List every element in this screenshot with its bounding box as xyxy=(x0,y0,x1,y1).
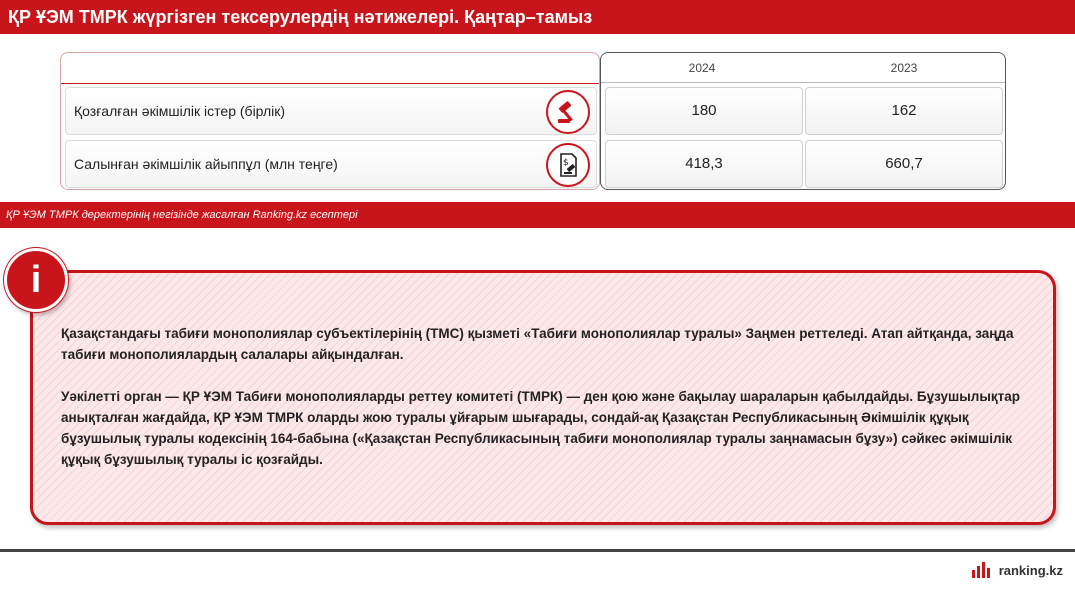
gavel-icon xyxy=(546,90,590,134)
cell-cases-2023: 162 xyxy=(805,87,1003,135)
footer-divider xyxy=(0,549,1075,552)
bars-logo-icon xyxy=(972,562,994,578)
table-row-cases xyxy=(65,87,597,135)
table-header xyxy=(601,53,1005,83)
column-header-2024: 2024 xyxy=(688,61,716,75)
cell-fines-2024: 418,3 xyxy=(605,140,803,188)
info-paragraph-1: Қазақстандағы табиғи монополиялар субъектілерінің (ТМС) қызметі «Табиғи монополиялар туралы» Заңмен реттеледі. Атап айтқанда, заңда табиғи монополиялардың салалары айқындалған. xyxy=(61,326,1014,362)
cell-fines-2023: 660,7 xyxy=(805,140,1003,188)
stats-table xyxy=(60,52,1006,190)
info-box xyxy=(30,270,1056,525)
table-values xyxy=(600,52,1006,190)
logo-text: ranking.kz xyxy=(998,562,1063,578)
header-divider xyxy=(61,83,599,84)
row-label: Салынған әкімшілік айыппұл (млн теңге) xyxy=(74,156,338,172)
table-label-column xyxy=(60,52,600,190)
row-label: Қозғалған әкімшілік істер (бірлік) xyxy=(74,103,286,119)
source-note: ҚР ҰЭМ ТМРК деректерінің негізінде жасалған Ranking.kz есептері xyxy=(0,202,1075,228)
column-header-2023: 2023 xyxy=(890,61,918,75)
page-title: ҚР ҰЭМ ТМРК жүргізген тексерулердің нәтижелері. Қаңтар–тамыз xyxy=(0,0,1075,34)
info-text xyxy=(61,323,1041,491)
cell-cases-2024: 180 xyxy=(605,87,803,135)
table-row-fines xyxy=(65,140,597,188)
info-icon: i xyxy=(4,248,68,312)
ranking-logo xyxy=(972,562,1063,578)
fine-document-icon xyxy=(546,143,590,187)
svg-text:$: $ xyxy=(563,158,569,168)
info-paragraph-2: Уәкілетті орган — ҚР ҰЭМ Табиғи монополияларды реттеу комитеті (ТМРК) — ден қою және бақылау шараларын қабылдайды. Бұзушылықтар анықталған жағдайда, ҚР ҰЭМ ТМРК оларды жою туралы ұйғарым шығарады, сондай-ақ Қазақстан Республикасының Әкімшілік құқық бұзушылық туралы кодексінің 164-бабына («Қазақстан Республикасының табиғи монополиялар туралы заңнамасын бұзу») сәйкес әкімшілік құқық бұзушылық туралы іс қозғайды. xyxy=(61,389,1020,467)
